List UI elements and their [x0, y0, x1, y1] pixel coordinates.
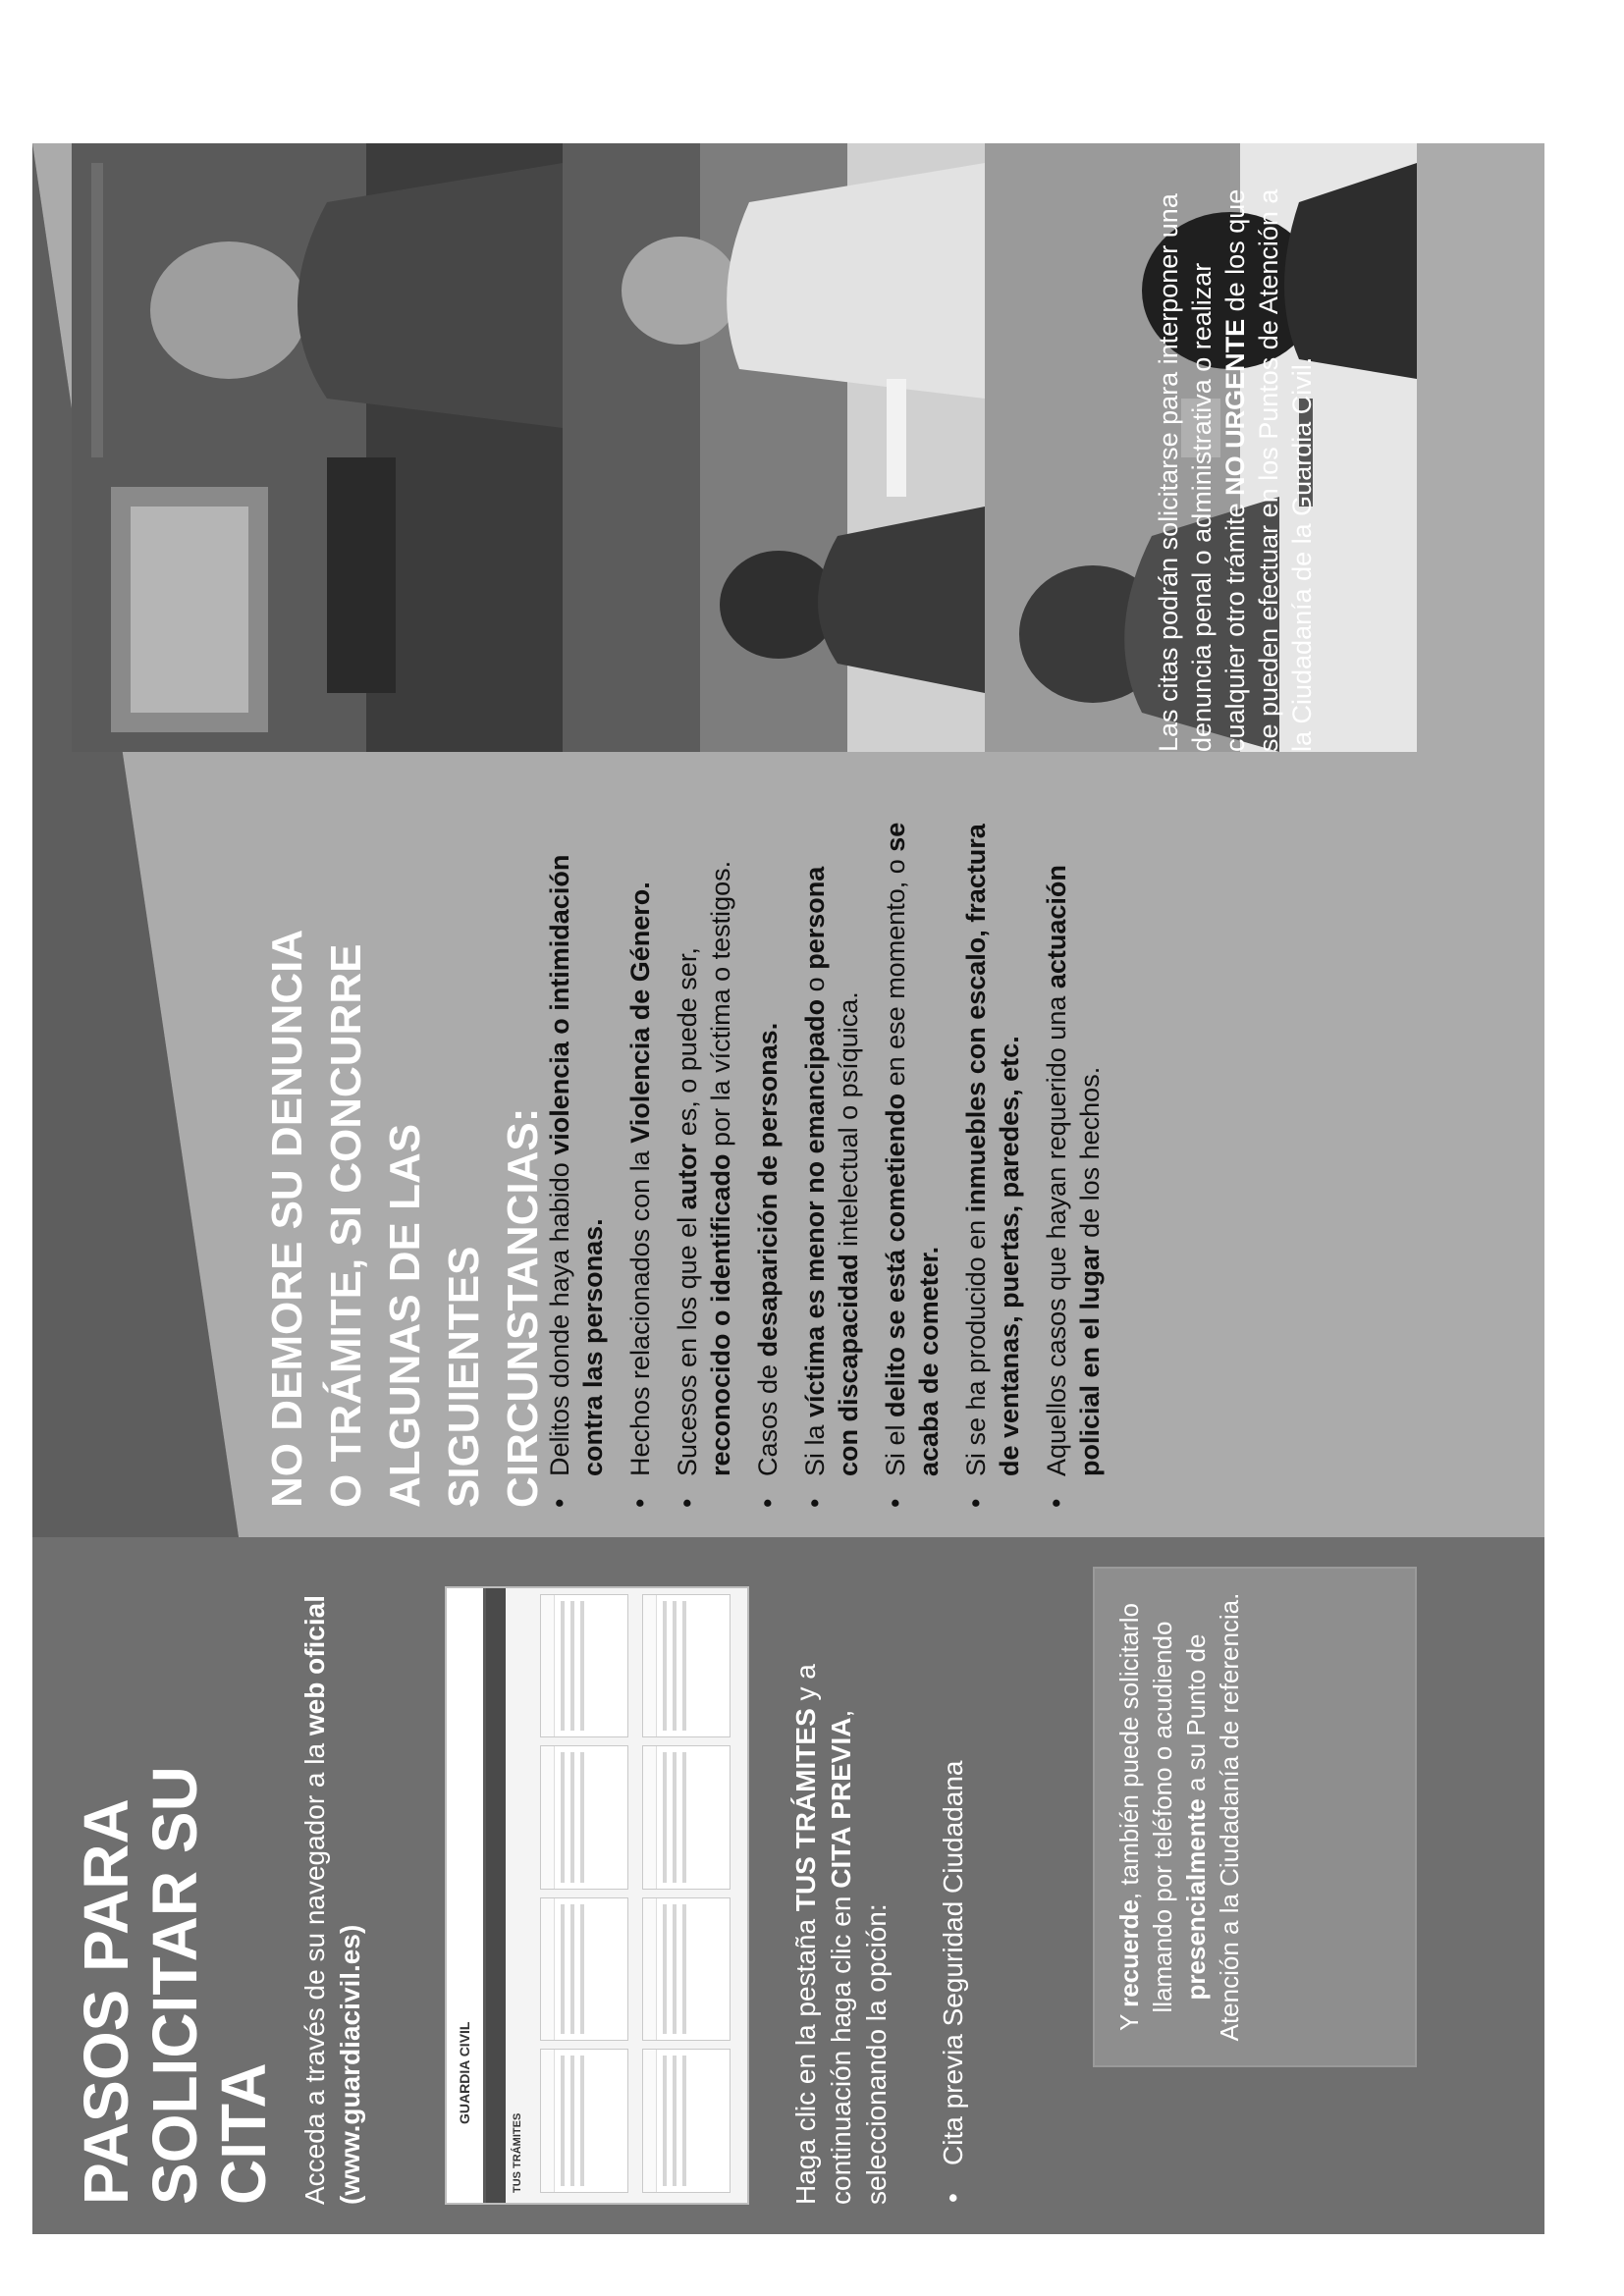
text-bold: desaparición de personas.: [753, 1022, 783, 1358]
list-item: [751, 821, 785, 1508]
step2-part: , seleccionando la opción:: [826, 1709, 892, 2205]
intro-text: [298, 1576, 368, 2205]
text: Sucesos en los que el: [673, 1209, 702, 1476]
text: Aquellos casos que hayan requerido una: [1042, 988, 1071, 1476]
list-item: [959, 821, 1026, 1508]
step2-text: [788, 1576, 894, 2205]
circumstances-area: [32, 143, 1544, 1537]
list-item: [671, 821, 737, 1508]
circumstances-list: [543, 821, 1120, 1508]
intro-bold: web oficial: [299, 1594, 330, 1736]
bullet-dot: •: [881, 1498, 910, 1508]
text: Hechos relacionados con la: [625, 1143, 655, 1476]
remember-bold: presencialmente: [1181, 1798, 1211, 2001]
screenshot-box: [642, 1594, 731, 1738]
intro-url: (www.guardiacivil.es): [335, 1924, 365, 2205]
text-bold: se acaba de cometer.: [881, 822, 944, 1476]
text-bold: actuación policial en el lugar: [1042, 865, 1105, 1476]
bullet-dot: •: [1042, 1498, 1071, 1508]
steps-title: PASOS PARA SOLICITAR SU CITA: [71, 1766, 279, 2205]
bullet-dot: •: [673, 1498, 702, 1508]
screenshot-box: [540, 2050, 628, 2194]
text: Delitos donde haya habido: [545, 1154, 574, 1476]
list-item: [879, 821, 946, 1508]
screenshot-box: [642, 2050, 731, 2194]
option-label: Cita previa Seguridad Ciudadana: [938, 1760, 968, 2165]
text: Si el: [881, 1416, 910, 1476]
screenshot-grid: [540, 1594, 736, 2193]
bullet-dot: •: [800, 1498, 830, 1508]
text: Si la: [800, 1416, 830, 1476]
screenshot-box: [540, 1746, 628, 1891]
remember-bold: recuerde: [1114, 1899, 1144, 2007]
text-bold: violencia o intimidación contra las personas.: [545, 854, 608, 1476]
screenshot-box: [540, 1594, 628, 1738]
website-screenshot: [445, 1586, 749, 2205]
option-item: [936, 1586, 971, 2203]
list-item: [543, 821, 610, 1508]
remember-part: a su Punto de Atención a la Ciudadanía de referencia.: [1181, 1592, 1244, 2042]
brochure-sheet: [32, 143, 1544, 2234]
text-bold: persona con discapacidad: [800, 866, 863, 1476]
text-bold: víctima es menor no emancipado: [800, 998, 830, 1417]
step2-part: Haga clic en la pestaña: [790, 1911, 821, 2205]
note-part: Las citas podrán solicitarse para interponer una denuncia penal o administrativa o realizar cualquier otro trámite: [1154, 193, 1250, 752]
step2-bold-cita-previa: CITA PREVIA: [826, 1717, 856, 1889]
screenshot-box: [642, 1746, 731, 1891]
steps-panel: [32, 1537, 1544, 2234]
screenshot-box: [642, 1897, 731, 2042]
remember-box: [1093, 1567, 1417, 2067]
remember-part: Y: [1114, 2006, 1144, 2032]
step2-bold-tus-tramites: TUS TRÁMITES: [790, 1708, 821, 1912]
text-bold: reconocido o identificado: [706, 1153, 735, 1476]
text-bold: Violencia de Género.: [625, 881, 655, 1144]
text: Casos de: [753, 1357, 783, 1476]
bullet-dot: •: [545, 1498, 574, 1508]
note-part: de los que se pueden efectuar en los Puntos de Atención a la Ciudadanía de la Guardia Civil.: [1220, 188, 1317, 752]
list-item: [623, 821, 657, 1508]
text: Si se ha producido en: [961, 1212, 991, 1476]
photo-officer-and-citizen: [563, 143, 985, 752]
list-item: [798, 821, 865, 1508]
text-bold: delito se está cometiendo: [881, 1093, 910, 1417]
bullet-dot: •: [961, 1498, 991, 1508]
bullet-dot: •: [625, 1498, 655, 1508]
screenshot-tab-title: TUS TRÁMITES: [512, 2112, 523, 2193]
step2-part: y a continuación haga clic en: [790, 1664, 856, 2205]
text-bold: autor: [673, 1143, 702, 1210]
screenshot-header: [447, 1588, 486, 2203]
photo-officer-at-computer: [72, 143, 563, 752]
text-bold: inmuebles con escalo, fractura de ventanas, puertas, paredes, etc.: [961, 824, 1024, 1476]
text: por la víctima o testigos.: [706, 860, 735, 1154]
screenshot-nav: [486, 1588, 506, 2203]
list-item: [1040, 821, 1107, 1508]
text: intelectual o psíquica.: [834, 991, 863, 1255]
text: o: [800, 969, 830, 999]
circumstances-heading: NO DEMORE SU DENUNCIA O TRÁMITE, SI CONCURRE ALGUNAS DE LAS SIGUIENTES CIRCUNSTANCIAS:: [263, 929, 547, 1508]
text: en ese momento, o: [881, 851, 910, 1094]
text: de los hechos.: [1075, 1066, 1105, 1246]
intro-pre: Acceda a través de su navegador a la: [299, 1735, 330, 2205]
remember-part: , también puede solicitarlo llamando por teléfono o acudiendo: [1114, 1603, 1177, 2013]
bullet-dot: •: [753, 1498, 783, 1508]
bullet-dot: •: [938, 2193, 968, 2203]
screenshot-logo: GUARDIA CIVIL: [457, 2021, 472, 2124]
text: es, o puede ser,: [673, 947, 702, 1144]
urgent-note: [1152, 163, 1407, 752]
note-bold: NO URGENTE: [1220, 318, 1250, 496]
screenshot-box: [540, 1897, 628, 2042]
